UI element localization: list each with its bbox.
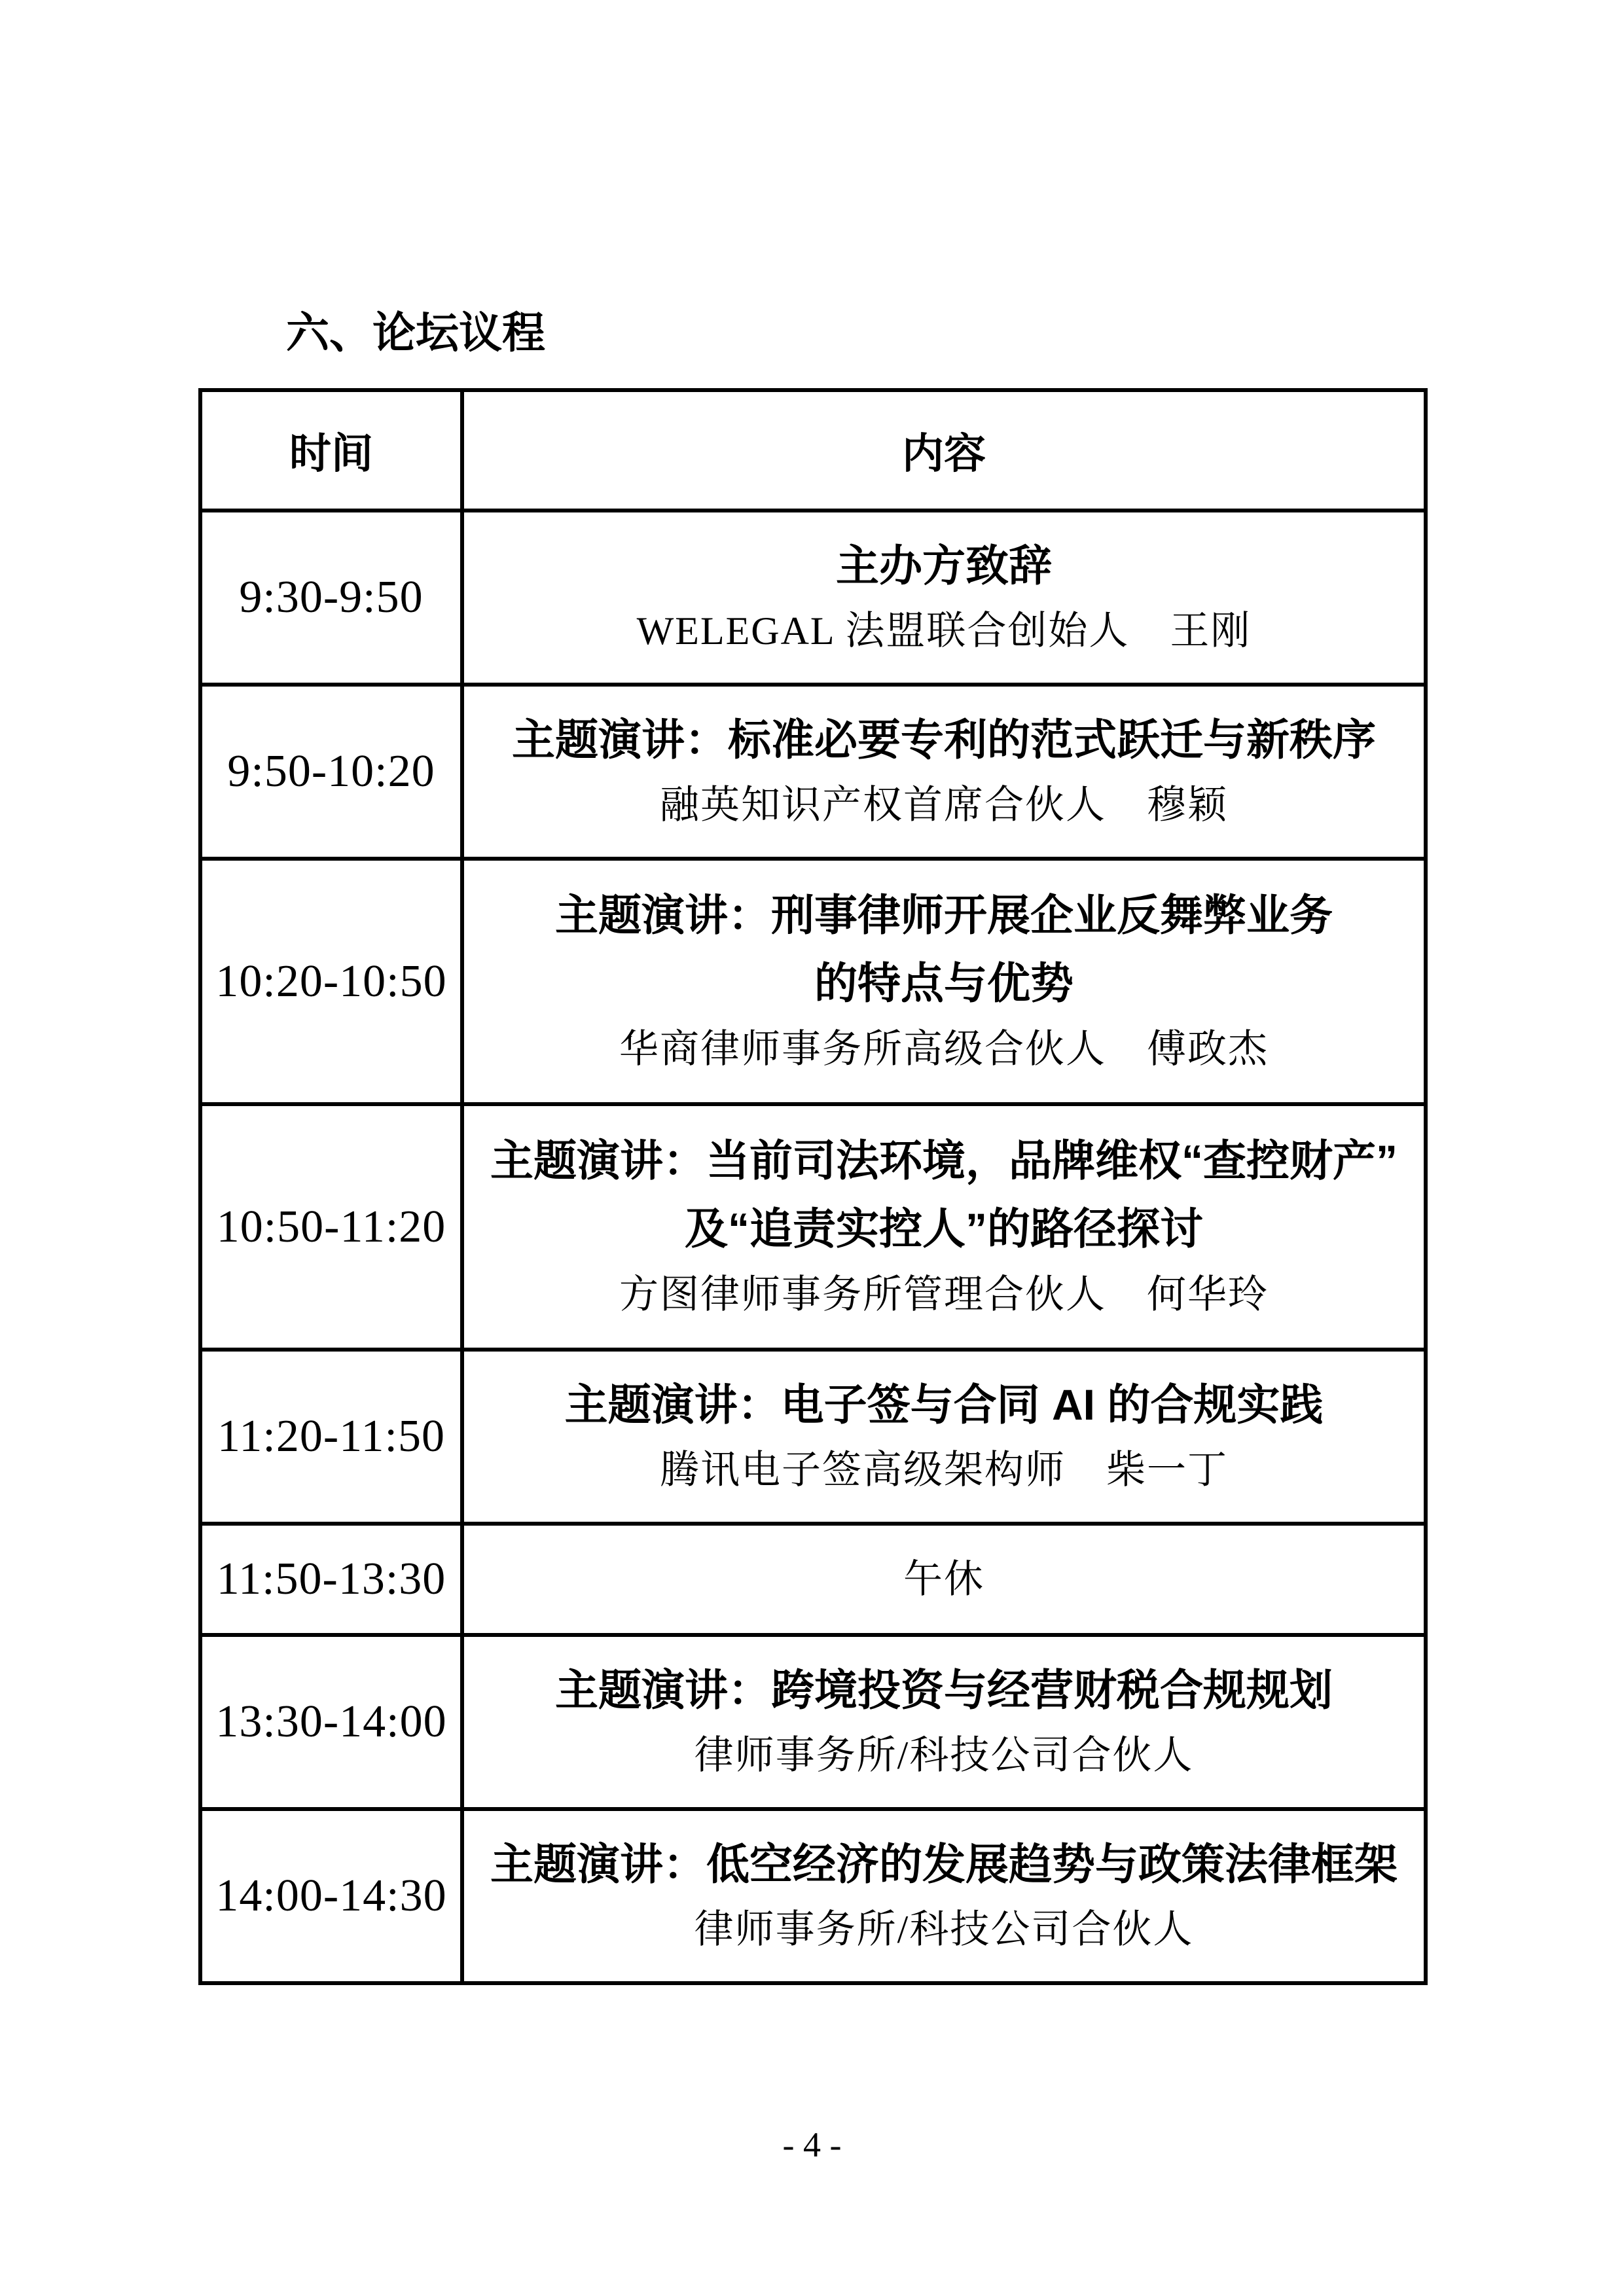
session-title-line: 主题演讲：电子签与合同 AI 的合规实践 [564,1380,1324,1429]
table-row [200,859,1426,1104]
time-cell: 13:30-14:00 [200,1635,462,1809]
session-title-line: 主题演讲：标准必要专利的范式跃迁与新秩序 [512,715,1376,764]
time-cell: 10:20-10:50 [200,859,462,1104]
session-title-line: 的特点与优势 [814,959,1074,1007]
time-column-header: 时间 [200,390,462,511]
content-cell [462,1104,1426,1350]
session-speaker: 律师事务所/科技公司合伙人 [694,1734,1194,1778]
time-cell: 9:50-10:20 [200,685,462,859]
table-row [200,685,1426,859]
agenda-table-body [200,511,1426,1983]
session-title-line: 主题演讲：刑事律师开展企业反舞弊业务 [555,891,1333,940]
content-cell [462,685,1426,859]
session-speaker: 华商律师事务所高级合伙人 傅政杰 [619,1027,1269,1071]
table-row [200,1524,1426,1635]
session-speaker: 方图律师事务所管理合伙人 何华玲 [619,1272,1269,1316]
session-speaker: 律师事务所/科技公司合伙人 [694,1908,1194,1952]
content-cell [462,1524,1426,1635]
content-cell [462,1809,1426,1983]
table-row [200,1350,1426,1524]
agenda-table [198,388,1428,1985]
table-header-row [200,390,1426,511]
section-heading: 六、论坛议程 [286,308,545,357]
content-cell [462,1635,1426,1809]
time-cell: 10:50-11:20 [200,1104,462,1350]
content-column-header: 内容 [462,390,1426,511]
session-title-line: 及“追责实控人”的路径探讨 [685,1204,1203,1253]
session-title-line: 主办方致辞 [836,541,1052,590]
content-cell [462,1350,1426,1524]
table-row [200,1809,1426,1983]
session-speaker: 融英知识产权首席合伙人 穆颖 [660,783,1228,827]
table-row [200,1635,1426,1809]
table-row [200,1104,1426,1350]
session-speaker: WELEGAL 法盟联合创始人 王刚 [636,609,1252,653]
time-cell: 11:20-11:50 [200,1350,462,1524]
session-text: 午休 [903,1557,984,1601]
content-cell [462,511,1426,685]
session-title-line: 主题演讲：跨境投资与经营财税合规规划 [555,1665,1333,1714]
session-title-line: 主题演讲：低空经济的发展趋势与政策法律框架 [490,1839,1398,1888]
session-speaker: 腾讯电子签高级架构师 柴一丁 [660,1448,1228,1492]
time-cell: 11:50-13:30 [200,1524,462,1635]
time-cell: 14:00-14:30 [200,1809,462,1983]
table-row [200,511,1426,685]
session-title-line: 主题演讲：当前司法环境，品牌维权“查控财产” [490,1136,1398,1185]
content-cell [462,859,1426,1104]
time-cell: 9:30-9:50 [200,511,462,685]
page-number: - 4 - [782,2125,842,2164]
